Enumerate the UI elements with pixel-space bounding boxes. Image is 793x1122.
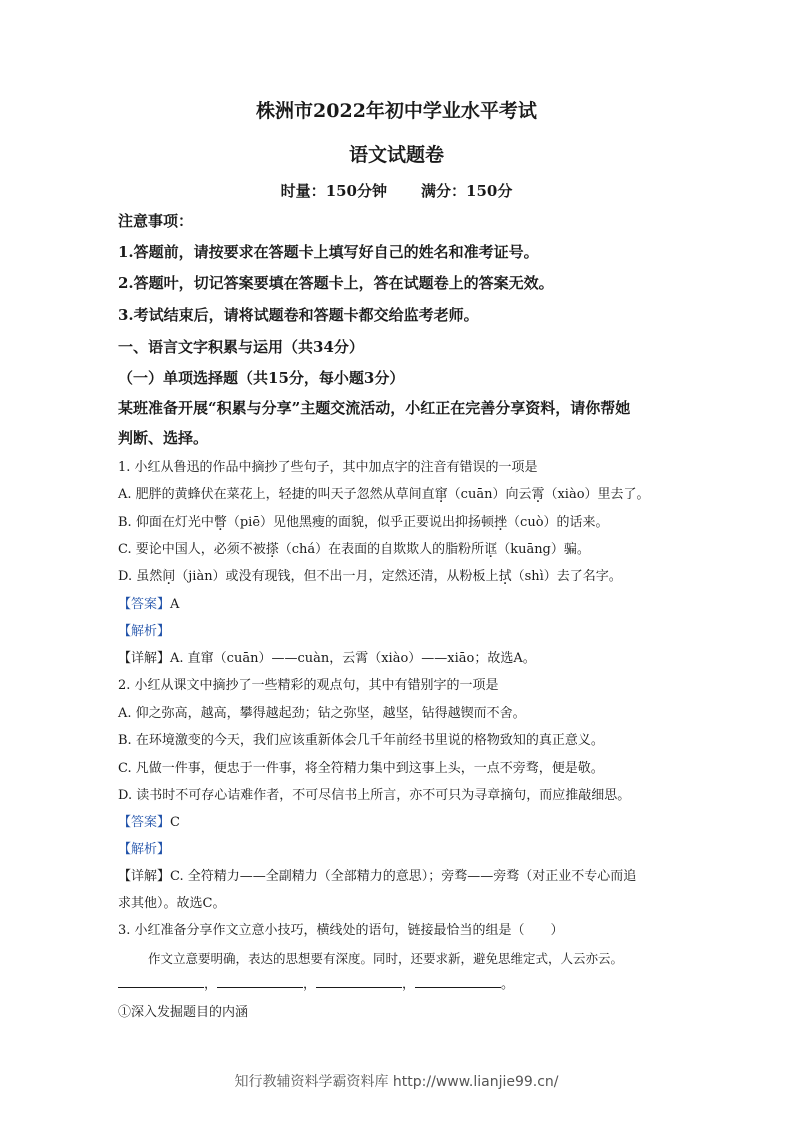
q2-answer <box>118 814 688 832</box>
answer-tag: 【答案】 <box>118 815 171 830</box>
q2-option-a: A. 仰之弥高，越高，攀得越起劲；钻之弥坚，越坚，钻得越锲而不舍。 <box>118 706 526 721</box>
q1-option-a <box>118 486 688 504</box>
score-value: 150分 <box>466 182 513 200</box>
section-intro-line-2: 判断、选择。 <box>118 429 209 447</box>
blank-end: 。 <box>501 977 515 992</box>
exam-title: 株洲市2022年初中学业水平考试 <box>256 100 537 122</box>
q1-option-a-pinyin-1: （cuān）向云 <box>447 487 532 502</box>
note-item-2: 2.答题叶，切记答案要填在答题卡上，答在试题卷上的答案无效。 <box>118 274 554 292</box>
exam-subtitle: 语文试题卷 <box>348 144 444 166</box>
answer-value: A <box>170 597 180 612</box>
q2-analysis-tag: 【解析】 <box>118 842 171 857</box>
blank-2 <box>217 976 303 988</box>
q1-answer <box>118 596 688 614</box>
q3-blanks <box>118 976 688 994</box>
q1-option-c-pinyin-1: （chá）在表面的自欺欺人的脂粉所 <box>278 542 485 557</box>
answer-tag: 【答案】 <box>118 597 171 612</box>
q2-option-b: B. 在环境激变的今天，我们应该重新体会几千年前经书里说的格物致知的真正意义。 <box>118 733 604 748</box>
answer-value: C <box>170 815 180 830</box>
detail-text: C. 全符精力——全副精力（全部精力的意思）；旁骛——旁骛（对正业不专心而追 <box>170 869 637 884</box>
q1-option-d-dotted-2: 拭 <box>498 569 512 584</box>
q1-option-b-dotted-1: 瞥 <box>213 515 227 530</box>
note-item-1: 1.答题前，请按要求在答题卡上填写好自己的姓名和准考证号。 <box>118 243 539 261</box>
blank-separator: ， <box>402 977 416 992</box>
q2-detail-line-1 <box>118 868 688 886</box>
detail-tag: 【详解】 <box>118 651 171 666</box>
q1-option-c-text: C. 要论中国人，必须不被 <box>118 542 266 557</box>
q2-option-d: D. 读书时不可存心诘难作者，不可尽信书上所言，亦不可只为寻章摘句，而应推敲细思。 <box>118 788 631 803</box>
q1-option-d-text: D. 虽然 <box>118 569 163 584</box>
q1-analysis-tag: 【解析】 <box>118 624 171 639</box>
q1-option-a-text: A. 肥胖的黄蜂伏在菜花上，轻捷的叫天子忽然从草间直 <box>118 487 435 502</box>
q1-option-b-text: B. 仰面在灯光中 <box>118 515 214 530</box>
q1-option-b-dotted-2: 挫 <box>494 515 508 530</box>
sub-section-heading: （一）单项选择题（共15分，每小题3分） <box>118 369 405 387</box>
q1-option-c-dotted-2: 诓 <box>484 542 498 557</box>
section-heading: 一、语言文字积累与运用（共34分） <box>118 338 364 356</box>
section-intro-line-1: 某班准备开展“积累与分享”主题交流活动，小红正在完善分享资料，请你帮她 <box>118 399 631 417</box>
q1-detail <box>118 650 688 668</box>
q2-detail-line-2: 求其他）。故选C。 <box>118 896 226 911</box>
q1-stem: 1. 小红从鲁迅的作品中摘抄了些句子，其中加点字的注音有错误的一项是 <box>118 460 538 475</box>
q2-option-c: C. 凡做一件事，便忠于一件事，将全符精力集中到这事上头，一点不旁骛，便是敬。 <box>118 761 604 776</box>
detail-text: A. 直窜（cuān）——cuàn，云霄（xiào）——xiāo；故选A。 <box>170 651 536 666</box>
q1-option-a-pinyin-2: （xiào）里去了。 <box>544 487 650 502</box>
q1-option-a-dotted-2: 霄 <box>531 487 545 502</box>
blank-separator: ， <box>204 977 218 992</box>
time-label: 时量： <box>280 182 326 200</box>
blank-1 <box>118 976 204 988</box>
q1-option-b-pinyin-2: （cuò）的话来。 <box>507 515 609 530</box>
q1-option-d-pinyin-2: （shì）去了名字。 <box>511 569 622 584</box>
q1-option-d <box>118 568 688 586</box>
notes-heading: 注意事项： <box>118 212 194 230</box>
q3-passage: 作文立意要明确，表达的思想要有深度。同时，还要求新，避免思维定式，人云亦云。 <box>148 951 624 966</box>
q2-stem: 2. 小红从课文中摘抄了一些精彩的观点句，其中有错别字的一项是 <box>118 678 499 693</box>
page-footer: 知行教辅资料学霸资料库 http://www.lianjie99.cn/ <box>234 1074 559 1090</box>
q1-option-c <box>118 541 688 559</box>
score-label: 满分： <box>421 182 467 200</box>
q1-option-c-dotted-1: 搽 <box>265 542 279 557</box>
note-item-3: 3.考试结束后，请将试题卷和答题卡都交给监考老师。 <box>118 306 479 324</box>
q1-option-d-dotted-1: 间 <box>162 569 176 584</box>
q1-option-d-pinyin-1: （jiàn）或没有现钱，但不出一月，定然还清，从粉板上 <box>175 569 499 584</box>
time-value: 150分钟 <box>325 182 387 200</box>
detail-tag: 【详解】 <box>118 869 171 884</box>
q3-stem: 3. 小红准备分享作文立意小技巧，横线处的语句，链接最恰当的组是（ ） <box>118 923 564 938</box>
q1-option-c-pinyin-2: （kuāng）骗。 <box>497 542 590 557</box>
exam-duration-and-score <box>0 180 793 201</box>
q1-option-b-pinyin-1: （piē）见他黑瘦的面貌，似乎正要说出抑扬顿 <box>226 515 495 530</box>
q1-option-b <box>118 514 688 532</box>
blank-3 <box>316 976 402 988</box>
q1-option-a-dotted-1: 窜 <box>434 487 448 502</box>
blank-separator: ， <box>303 977 317 992</box>
q3-option-1: ①深入发掘题目的内涵 <box>118 1005 249 1020</box>
blank-4 <box>415 976 501 988</box>
